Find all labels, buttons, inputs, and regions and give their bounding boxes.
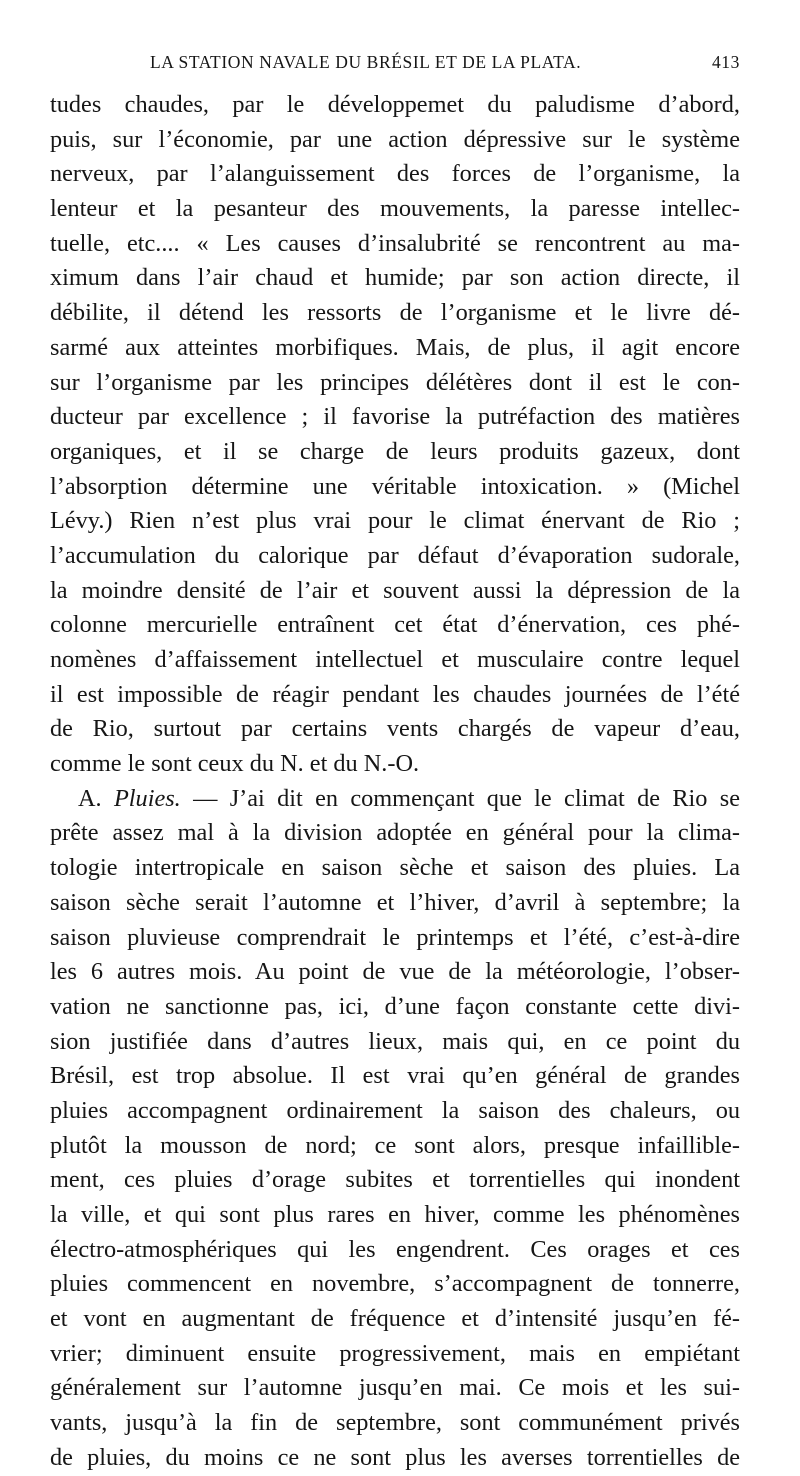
- text-line: tologie intertropicale en saison sèche et saison des pluies. La: [50, 854, 740, 882]
- text-line: Brésil, est trop absolue. Il est vrai qu’en général de grandes: [50, 1062, 740, 1090]
- text-line: saison sèche serait l’automne et l’hiver, d’avril à septembre; la: [50, 888, 740, 916]
- running-title: LA STATION NAVALE DU BRÉSIL ET DE LA PLATA.: [150, 52, 582, 72]
- text-line: saison pluvieuse comprendrait le printemps et l’été, c’est-à-dire: [50, 923, 740, 951]
- text-line: puis, sur l’économie, par une action dépressive sur le système: [50, 125, 740, 153]
- text-line: prête assez mal à la division adoptée en général pour la clima-: [50, 819, 740, 847]
- text-line: il est impossible de réagir pendant les chaudes journées de l’été: [50, 680, 740, 708]
- text-line: pluies accompagnent ordinairement la saison des chaleurs, ou: [50, 1096, 740, 1124]
- text-line: ximum dans l’air chaud et humide; par son action directe, il: [50, 264, 740, 292]
- text-line: la moindre densité de l’air et souvent aussi la dépression de la: [50, 576, 740, 604]
- section-title: Pluies.: [113, 784, 181, 812]
- text-line: et vont en augmentant de fréquence et d’intensité jusqu’en fé-: [50, 1305, 740, 1333]
- text-line: ment, ces pluies d’orage subites et torrentielles qui inondent: [50, 1166, 740, 1194]
- text-line: ducteur par excellence ; il favorise la putréfaction des matières: [50, 403, 740, 431]
- text-line: vrier; diminuent ensuite progressivement, mais en empiétant: [50, 1339, 740, 1367]
- text-line: vants, jusqu’à la fin de septembre, sont communément privés: [50, 1409, 740, 1437]
- section-number: A.: [78, 784, 102, 812]
- text-line: pluies commencent en novembre, s’accompagnent de tonnerre,: [50, 1270, 740, 1298]
- section-first-line-text: — J’ai dit en commençant que le climat de Rio se: [193, 784, 740, 812]
- text-line: de Rio, surtout par certains vents chargés de vapeur d’eau,: [50, 715, 740, 743]
- text-line: sion justifiée dans d’autres lieux, mais qui, en ce point du: [50, 1027, 740, 1055]
- text-line: nomènes d’affaissement intellectuel et musculaire contre lequel: [50, 646, 740, 673]
- page-number: 413: [711, 52, 740, 72]
- text-line: comme le sont ceux du N. et du N.-O.: [50, 750, 420, 778]
- text-line: tuelle, etc.... « Les causes d’insalubrité se rencontrent au ma-: [50, 229, 740, 257]
- section-first-line: [50, 782, 740, 817]
- text-line: nerveux, par l’alanguissement des forces de l’organisme, la: [50, 160, 740, 188]
- text-line: vation ne sanctionne pas, ici, d’une façon constante cette divi-: [50, 992, 740, 1020]
- text-line: colonne mercurielle entraînent cet état d’énervation, ces phé-: [50, 611, 740, 639]
- text-line: débilite, il détend les ressorts de l’organisme et le livre dé-: [50, 299, 740, 327]
- text-line: l’absorption détermine une véritable intoxication. » (Michel: [50, 472, 740, 500]
- text-line: tudes chaudes, par le développemet du paludisme d’abord,: [50, 91, 740, 118]
- text-line: la ville, et qui sont plus rares en hiver, comme les phénomènes: [50, 1201, 740, 1228]
- text-line: l’accumulation du calorique par défaut d’évaporation sudorale,: [50, 541, 740, 569]
- text-line: électro-atmosphériques qui les engendrent. Ces orages et ces: [50, 1235, 740, 1263]
- running-head: [150, 52, 740, 82]
- text-line: généralement sur l’automne jusqu’en mai. Ce mois et les sui-: [50, 1374, 740, 1402]
- section-pluies: [50, 782, 740, 1476]
- text-line: organiques, et il se charge de leurs produits gazeux, dont: [50, 437, 740, 465]
- paragraph-heat-effects: [50, 88, 740, 782]
- text-line: sur l’organisme par les principes délétères dont il est le con-: [50, 368, 740, 396]
- text-line: de pluies, du moins ce ne sont plus les averses torrentielles de: [50, 1443, 740, 1471]
- text-line: les 6 autres mois. Au point de vue de la météorologie, l’obser-: [50, 958, 740, 986]
- body-text: [50, 88, 740, 1476]
- text-line: Lévy.) Rien n’est plus vrai pour le climat énervant de Rio ;: [50, 507, 740, 535]
- text-line: sarmé aux atteintes morbifiques. Mais, de plus, il agit encore: [50, 333, 740, 361]
- text-line: plutôt la mousson de nord; ce sont alors, presque infaillible-: [50, 1131, 740, 1159]
- text-line: lenteur et la pesanteur des mouvements, la paresse intellec-: [50, 195, 740, 223]
